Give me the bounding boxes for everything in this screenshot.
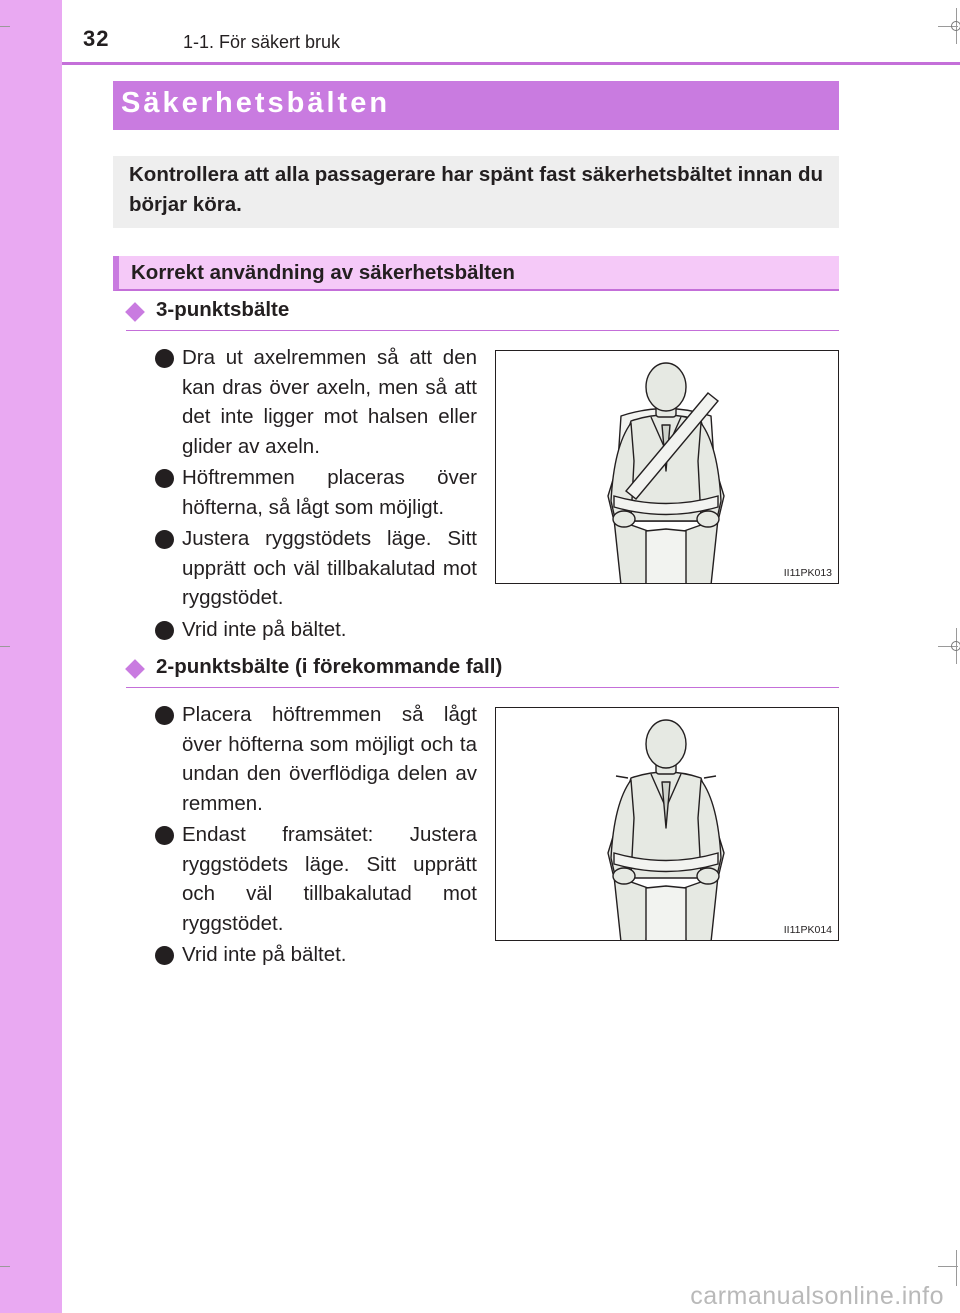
bullet-list-3-point: [155, 343, 477, 646]
page-title-bar: [113, 81, 839, 130]
running-header: 1-1. För säkert bruk: [183, 32, 341, 52]
seated-person-2-point-belt-icon: [496, 708, 839, 941]
diamond-bullet-icon: [125, 302, 145, 322]
figure-code: II11PK013: [783, 567, 832, 579]
list-item: Dra ut axelremmen så att den kan dras över axeln, men så att det inte ligger mot halsen eller glider av axeln.: [155, 343, 477, 461]
bullet-dot-icon: [155, 469, 174, 488]
list-item: Höftremmen placeras över höfterna, så lågt som möjligt.: [155, 463, 477, 522]
header-divider: [62, 62, 960, 65]
list-item: Endast framsätet: Justera ryggstödets läge. Sitt upprätt och väl tillbakalutad mot ryggstödet.: [155, 820, 477, 938]
list-item: Placera höftremmen så lågt över höfterna som möjligt och ta undan den överflödiga delen av remmen.: [155, 700, 477, 818]
section-heading-3-point: [126, 296, 839, 331]
figure-code: II11PK014: [783, 924, 832, 936]
list-item: Vrid inte på bältet.: [155, 615, 477, 645]
crop-mark: [0, 646, 10, 647]
section-title: 2-punktsbälte (i förekommande fall): [156, 655, 503, 678]
bullet-dot-icon: [155, 946, 174, 965]
bullet-dot-icon: [155, 826, 174, 845]
page-sidebar: [0, 0, 62, 1313]
figure-3-point-belt: [495, 350, 839, 584]
diamond-bullet-icon: [125, 659, 145, 679]
bullet-dot-icon: [155, 530, 174, 549]
figure-2-point-belt: [495, 707, 839, 941]
section-title: 3-punktsbälte: [156, 298, 290, 321]
watermark: carmanualsonline.info: [690, 1282, 944, 1310]
section-heading-2-point: [126, 653, 839, 688]
bullet-list-2-point: [155, 700, 477, 972]
subheading-bar: [113, 256, 839, 291]
page-title: Säkerhetsbälten: [121, 87, 391, 119]
bullet-dot-icon: [155, 349, 174, 368]
crop-mark: [956, 1250, 957, 1286]
registration-mark-icon: [951, 641, 960, 651]
list-item: Vrid inte på bältet.: [155, 940, 477, 970]
subheading-text: Korrekt användning av säkerhetsbälten: [131, 261, 515, 284]
registration-mark-icon: [951, 21, 960, 31]
crop-mark: [0, 1266, 10, 1267]
list-item: Justera ryggstödets läge. Sitt upprätt och väl tillbakalutad mot ryggstödet.: [155, 524, 477, 613]
crop-mark: [0, 26, 10, 27]
intro-box: [113, 156, 839, 228]
seated-person-3-point-belt-icon: [496, 351, 839, 584]
bullet-dot-icon: [155, 621, 174, 640]
crop-mark: [938, 1266, 958, 1267]
page-number: 32: [83, 26, 110, 51]
bullet-dot-icon: [155, 706, 174, 725]
intro-text: Kontrollera att alla passagerare har spänt fast säkerhetsbältet innan du börjar köra.: [129, 163, 823, 216]
